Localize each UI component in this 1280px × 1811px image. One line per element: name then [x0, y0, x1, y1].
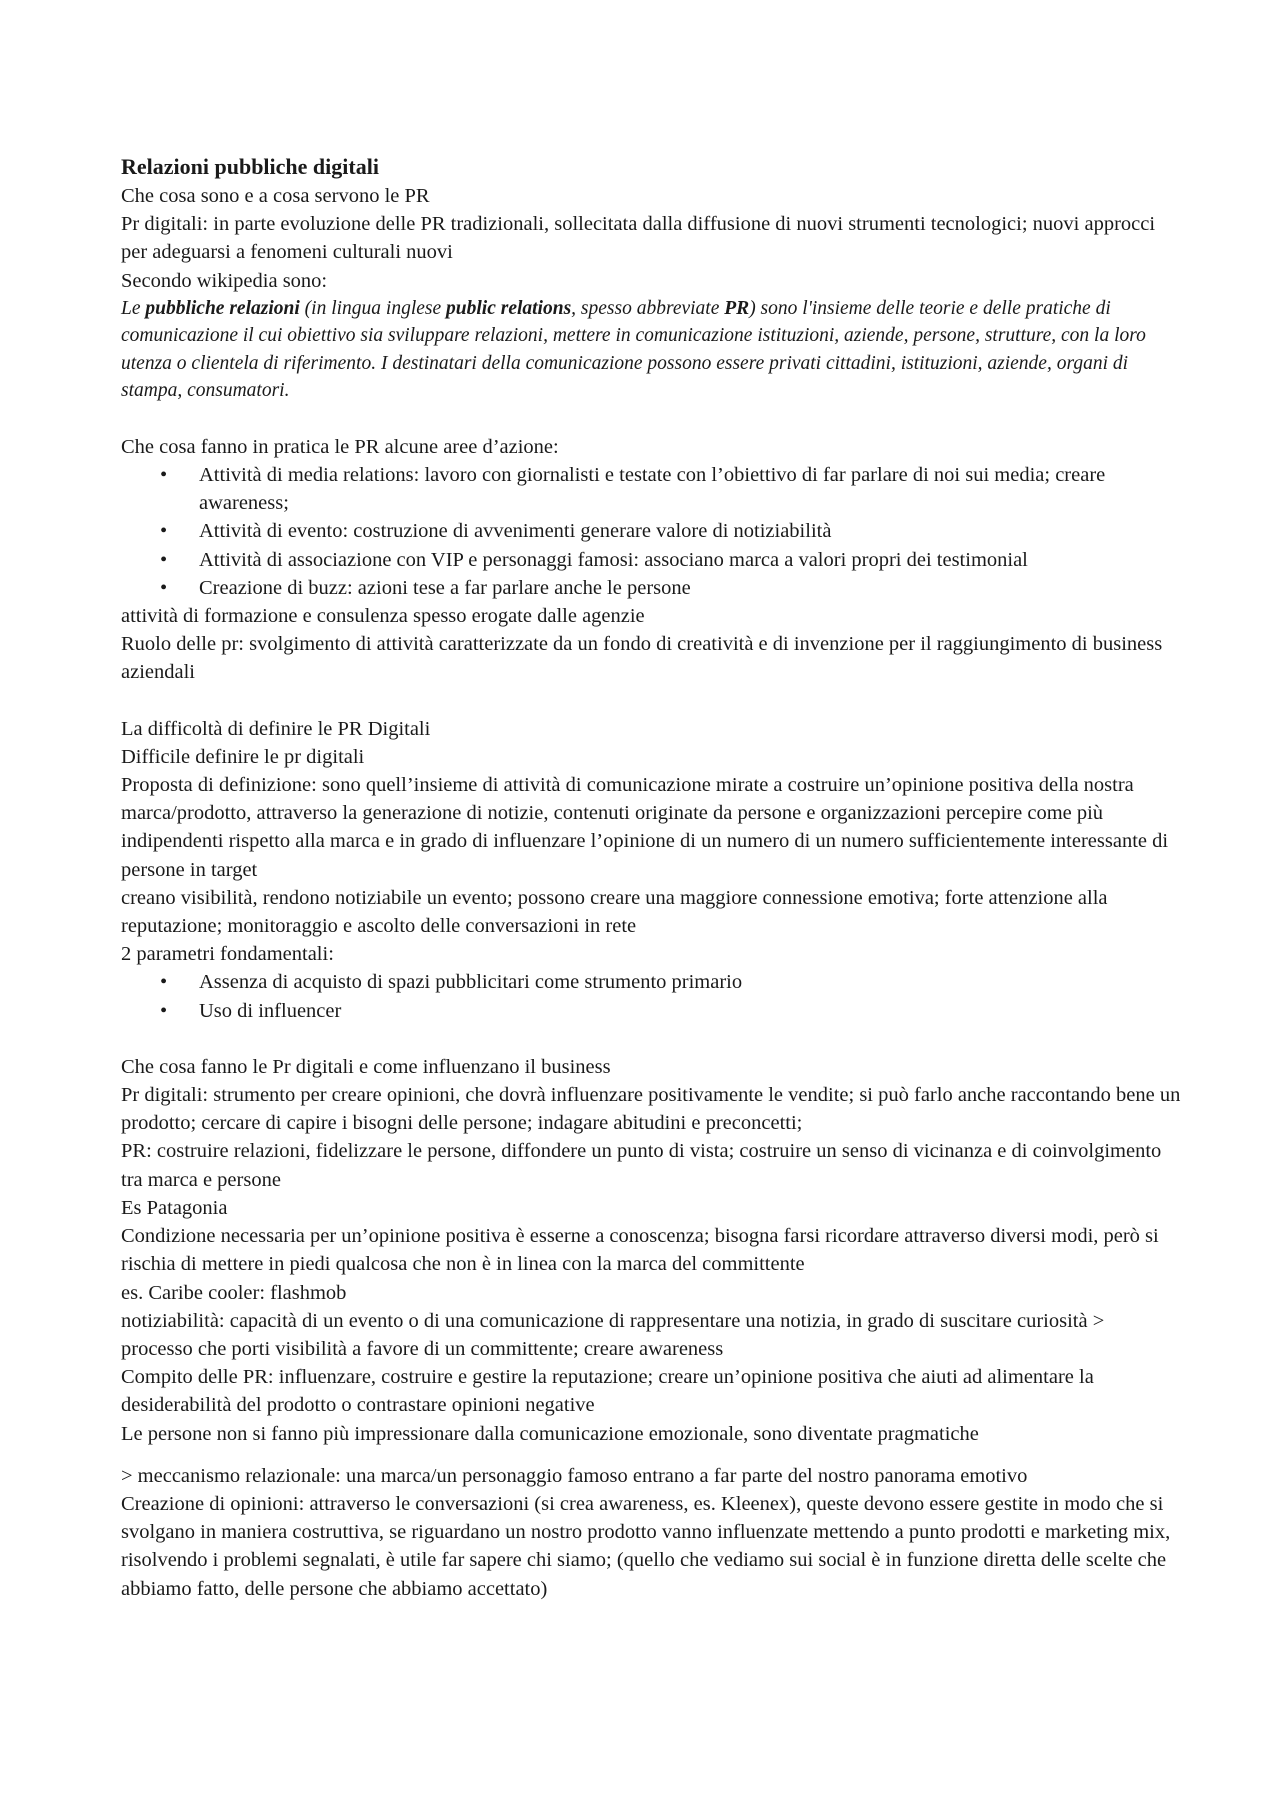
quote-text: (in lingua inglese — [299, 297, 447, 319]
list-item-text: Attività di media relations: lavoro con giornalisti e testate con l’obiettivo di far parlare di noi sui media; creare awareness; — [199, 464, 1106, 515]
bullet-list-parametri — [121, 968, 1181, 1024]
quote-bold-term: pubbliche relazioni — [145, 297, 300, 319]
list-item-text: Attività di associazione con VIP e personaggi famosi: associano marca a valori propri dei testimonial — [199, 548, 1028, 571]
paragraph: Ruolo delle pr: svolgimento di attività caratterizzate da un fondo di creatività e di invenzione per il raggiungimento di business aziendali — [121, 633, 1163, 684]
list-item-text: Assenza di acquisto di spazi pubblicitari come strumento primario — [199, 971, 743, 994]
paragraph: PR: costruire relazioni, fidelizzare le persone, diffondere un punto di vista; costruire un senso di vicinanza e di coinvolgimento tra marca e persone — [121, 1140, 1162, 1191]
bullet-icon: • — [160, 576, 168, 599]
wikipedia-quote — [121, 295, 1181, 405]
spacer — [121, 1025, 1181, 1053]
paragraph: creano visibilità, rendono notiziabile un evento; possono creare una maggiore connessione emotiva; forte attenzione alla reputazione; monitoraggio e ascolto delle conversazioni in rete — [121, 886, 1108, 938]
list-item — [121, 517, 1181, 545]
paragraph: Es Patagonia — [121, 1196, 228, 1219]
section-heading-business: Che cosa fanno le Pr digitali e come influenzano il business — [121, 1055, 611, 1078]
paragraph: notiziabilità: capacità di un evento o di una comunicazione di rappresentare una notizia, in grado di suscitare curiosità > processo che porti visibilità a favore di un committente; creare awareness — [121, 1309, 1105, 1360]
paragraph: Pr digitali: strumento per creare opinioni, che dovrà influenzare positivamente le vendite; si può farlo anche raccontando bene un prodotto; cercare di capire i bisogni delle persone; indagare abitudini e preconcetti; — [121, 1084, 1181, 1135]
document-body — [121, 152, 1181, 1603]
list-item — [121, 461, 1181, 517]
quote-text: , spesso abbreviate — [571, 297, 725, 319]
list-item — [121, 997, 1181, 1025]
paragraph: Proposta di definizione: sono quell’insieme di attività di comunicazione mirate a costruire un’opinione positiva della nostra marca/prodotto, attraverso la generazione di notizie, contenuti originate da persone e organizzazioni percepire come più indipendenti rispetto alla marca e in grado di influenzare l’opinione di un numero di un numero sufficientemente interessante di persone in target — [121, 774, 1169, 881]
paragraph: Creazione di opinioni: attraverso le conversazioni (si crea awareness, es. Kleenex), queste devono essere gestite in modo che si svolgano in maniera costruttiva, se riguardano un nostro prodotto vanno influenzate mettendo a punto prodotti e marketing mix, risolvendo i problemi segnalati, è utile far sapere chi siamo; (quello che vediamo sui social è in funzione diretta delle scelte che abbiamo fatto, delle persone che abbiamo accettato) — [121, 1492, 1171, 1600]
section-heading-aree-azione: Che cosa fanno in pratica le PR alcune aree d’azione: — [121, 435, 559, 458]
paragraph: es. Caribe cooler: flashmob — [121, 1281, 347, 1304]
quote-text: Le — [121, 297, 146, 319]
section-heading-difficolta: La difficoltà di definire le PR Digitali — [121, 717, 431, 740]
paragraph: Difficile definire le pr digitali — [121, 745, 365, 768]
paragraph: Pr digitali: in parte evoluzione delle PR tradizionali, sollecitata dalla diffusione di nuovi strumenti tecnologici; nuovi approcci per adeguarsi a fenomeni culturali nuovi — [121, 213, 1156, 264]
paragraph: 2 parametri fondamentali: — [121, 943, 334, 966]
quote-bold-term: public relations — [446, 297, 572, 319]
paragraph: Condizione necessaria per un’opinione positiva è esserne a conoscenza; bisogna farsi ricordare attraverso diversi modi, però si rischia di mettere in piedi qualcosa che non è in linea con la marca del committente — [121, 1225, 1159, 1276]
list-item — [121, 546, 1181, 574]
paragraph: Compito delle PR: influenzare, costruire e gestire la reputazione; creare un’opinione positiva che aiuti ad alimentare la desiderabilità del prodotto o contrastare opinioni negative — [121, 1366, 1094, 1417]
spacer — [121, 687, 1181, 715]
paragraph: Le persone non si fanno più impressionare dalla comunicazione emozionale, sono diventate pragmatiche — [121, 1422, 979, 1445]
paragraph: attività di formazione e consulenza spesso erogate dalle agenzie — [121, 605, 645, 628]
list-item — [121, 968, 1181, 996]
paragraph: > meccanismo relazionale: una marca/un personaggio famoso entrano a far parte del nostro panorama emotivo — [121, 1464, 1028, 1487]
quote-bold-term: PR — [724, 297, 750, 319]
quote-text: ) sono l'insieme delle teorie e delle pratiche di comunicazione il cui obiettivo sia sviluppare relazioni, mettere in comunicazione istituzioni, aziende, persone, strutture, con la loro utenza o clientela di riferimento. I destinatari della comunicazione possono essere privati cittadini, istituzioni, aziende, organi di stampa, consumatori. — [121, 297, 1146, 402]
list-item — [121, 574, 1181, 602]
bullet-icon: • — [160, 999, 168, 1022]
paragraph: Secondo wikipedia sono: — [121, 269, 328, 292]
spacer — [121, 405, 1181, 433]
spacer — [121, 1448, 1181, 1462]
bullet-icon: • — [160, 548, 168, 571]
document-title: Relazioni pubbliche digitali — [121, 154, 379, 179]
section-heading-cosa-sono: Che cosa sono e a cosa servono le PR — [121, 185, 430, 207]
list-item-text: Uso di influencer — [199, 999, 342, 1022]
list-item-text: Attività di evento: costruzione di avvenimenti generare valore di notiziabilità — [199, 520, 832, 543]
bullet-icon: • — [160, 520, 168, 543]
bullet-icon: • — [160, 971, 168, 994]
list-item-text: Creazione di buzz: azioni tese a far parlare anche le persone — [199, 576, 691, 599]
bullet-icon: • — [160, 464, 168, 487]
bullet-list-aree — [121, 461, 1181, 602]
